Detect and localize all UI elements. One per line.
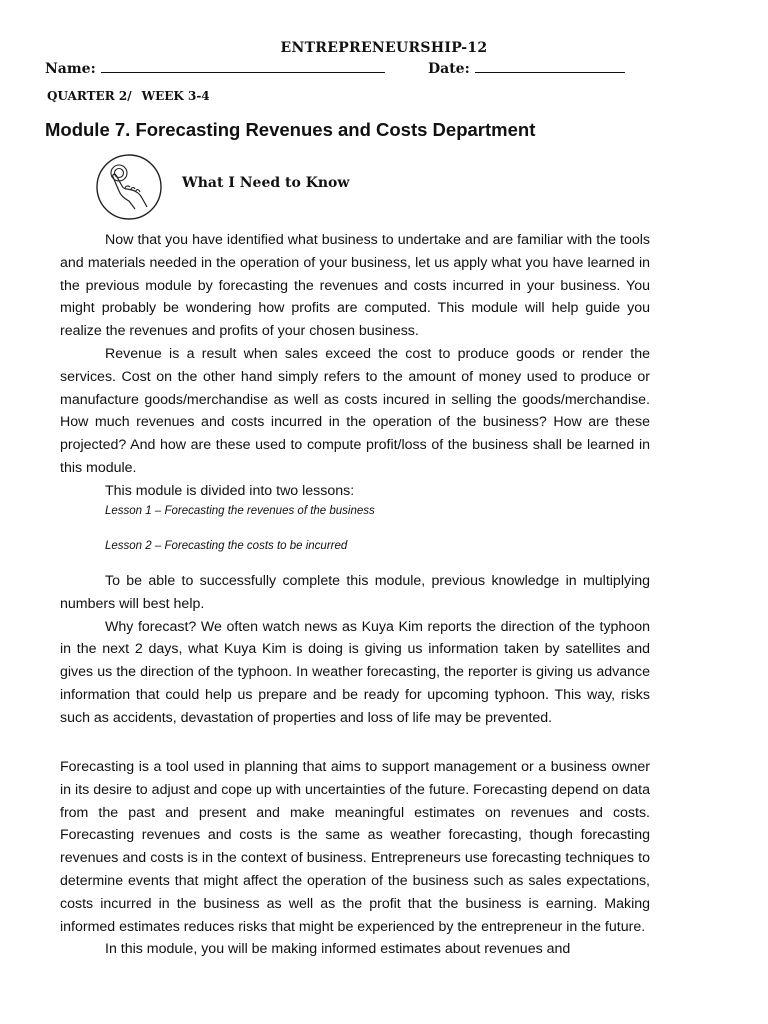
- date-field: [428, 58, 625, 77]
- paragraph-1: Now that you have identified what business to undertake and are familiar with the tools and materials needed in the operation of your business, let us apply what you have learned in the previous module by forecasting the revenues and costs incurred in your business. You might probably be wondering how profits are computed. This module will help guide you realize the revenues and profits of your chosen business.: [60, 232, 650, 340]
- name-blank-line: [101, 58, 385, 73]
- hand-pointing-icon: [95, 153, 163, 221]
- intro-block: [60, 229, 650, 503]
- paragraph-7: In this module, you will be making informed estimates about revenues and: [105, 941, 571, 958]
- quarter-week: [47, 89, 210, 103]
- date-label: Date:: [428, 61, 470, 77]
- name-field: [45, 58, 385, 77]
- name-label: Name:: [45, 61, 96, 77]
- week-label: WEEK 3-4: [141, 89, 210, 103]
- forecasting-definition-block: [60, 756, 650, 961]
- paragraph-4: To be able to successfully complete this module, previous knowledge in multiplying numbers will best help.: [60, 573, 650, 612]
- lesson-1: Lesson 1 – Forecasting the revenues of the business: [105, 505, 375, 517]
- subject-header: ENTREPRENEURSHIP-12: [280, 40, 488, 56]
- paragraph-3: This module is divided into two lessons:: [105, 482, 355, 499]
- forecast-block: [60, 570, 650, 730]
- module-title: Module 7. Forecasting Revenues and Costs Department: [45, 119, 536, 140]
- lesson-2: Lesson 2 – Forecasting the costs to be incurred: [105, 540, 348, 552]
- paragraph-2: Revenue is a result when sales exceed the cost to produce goods or render the services. Cost on the other hand simply refers to the amount of money used to produce or manufacture goods/merchandise as well as costs incured in selling the goods/merchandise. How much revenues and costs incurred in the operation of the business? How are these projected? And how are these used to compute profit/loss of the business shall be learned in this module.: [60, 345, 650, 476]
- paragraph-5: Why forecast? We often watch news as Kuya Kim reports the direction of the typhoon in the next 2 days, what Kuya Kim is doing is giving us information taken by satellites and gives us the direction of the typhoon. In weather forecasting, the reporter is giving us advance information that could help us prepare and be ready for upcoming typhoon. This way, risks such as accidents, devastation of properties and loss of life may be prevented.: [60, 618, 650, 726]
- date-blank-line: [475, 58, 625, 73]
- section-title: What I Need to Know: [182, 175, 350, 191]
- paragraph-6: Forecasting is a tool used in planning that aims to support management or a business owner in its desire to adjust and cope up with uncertainties of the future. Forecasting depend on data from the past and present and make meaningful estimates on revenues and costs. Forecasting revenues and costs is the same as weather forecasting, though forecasting revenues and costs is in the context of business. Entrepreneurs use forecasting techniques to determine events that might affect the operation of the business such as sales expectations, costs incurred in the business as well as the profit that the business is earning. Making informed estimates reduces risks that might be experienced by the entrepreneur in the future.: [60, 759, 650, 935]
- quarter-label: QUARTER 2/: [47, 89, 132, 103]
